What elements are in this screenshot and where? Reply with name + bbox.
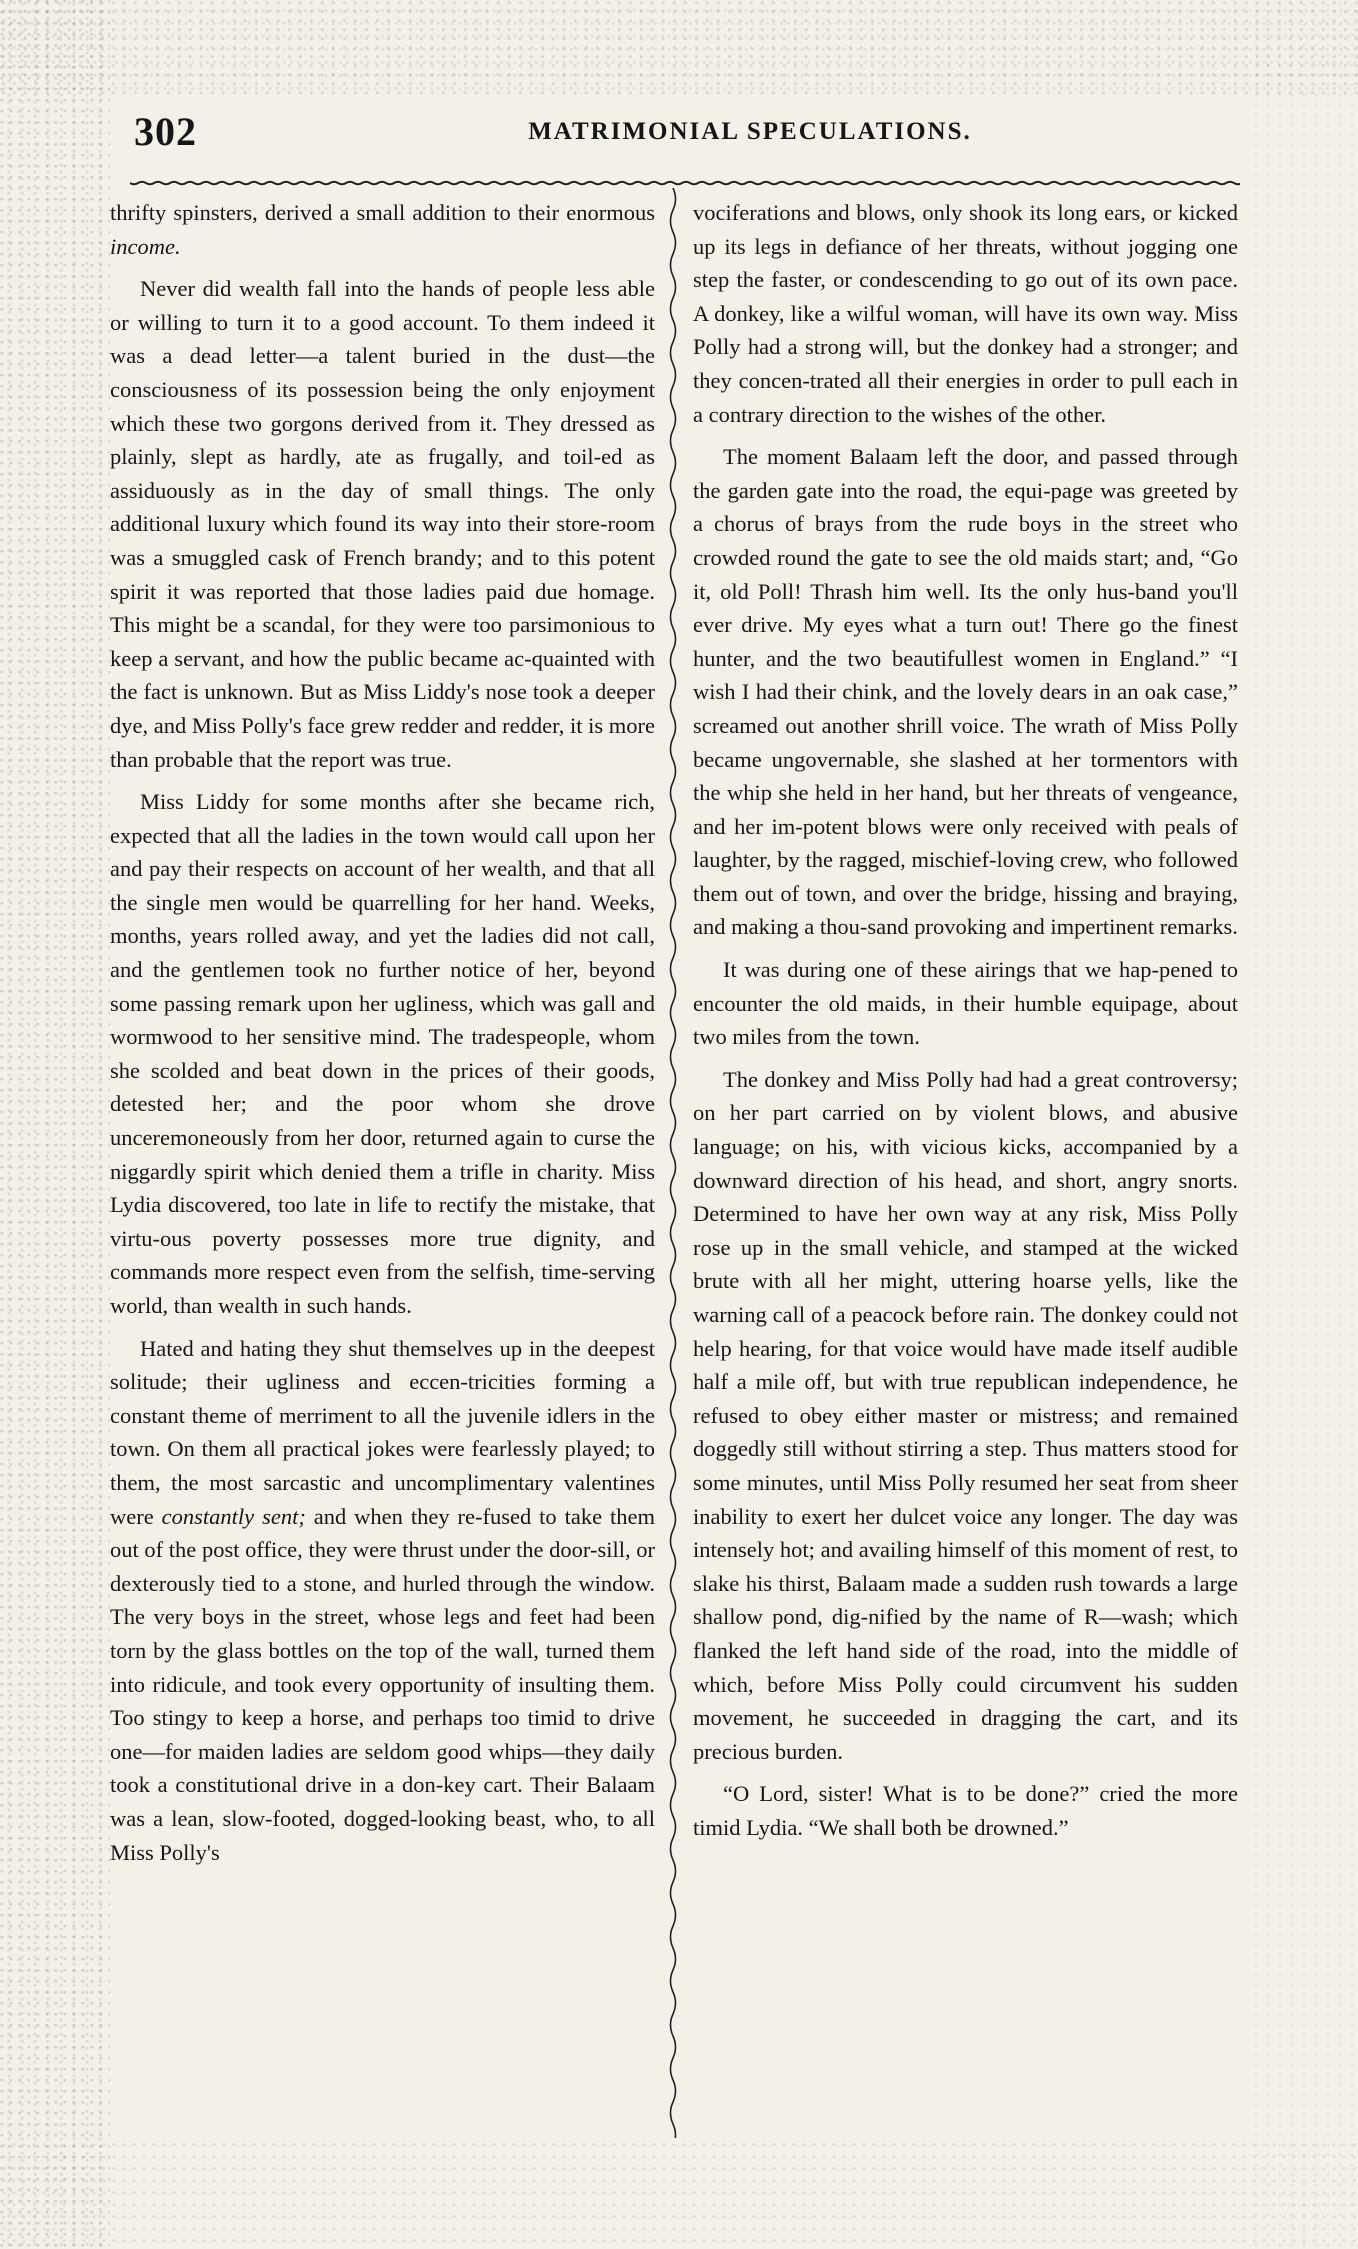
text-run: The donkey and Miss Polly had had a great controversy; on her part carried on by violent blows, and abusive language; on his, with vicious kicks, accompanied by a downward direction of his head, and short, angry snorts. Determined to have her own way at any risk, Miss Polly rose up in the small vehicle, and stamped at the wicked brute with all her might, uttering hoarse yells, like the warning call of a peacock before rain. The donkey could not help hearing, for that voice would have made itself audible half a mile off, but with true republican independence, he refused to obey either master or mistress; and remained doggedly still without stirring a step. Thus matters stood for some minutes, until Miss Polly resumed her seat from sheer inability to exert her dulcet voice any longer. The day was intensely hot; and availing himself of this moment of rest, to slake his thirst, Balaam made a sudden rush towards a large shallow pond, dig-nified by the name of R—wash; which flanked the left hand side of the road, into the middle of which, before Miss Polly could circumvent his sudden movement, he succeeded in dragging the cart, and its precious burden. [693, 1066, 1238, 1764]
paragraph [110, 1332, 655, 1870]
text-run: Miss Liddy for some months after she became rich, expected that all the ladies in the town would call upon her and pay their respects on account of her wealth, and that all the single men would be quarrelling for her hand. Weeks, months, years rolled away, and yet the ladies did not call, and the gentlemen took no further notice of her, beyond some passing remark upon her ugliness, which was gall and wormwood to her sensitive mind. The tradespeople, whom she scolded and beat down in the prices of their goods, detested her; and the poor whom she drove unceremoneously from her door, returned again to curse the niggardly spirit which denied them a trifle in charity. Miss Lydia discovered, too late in life to rectify the mistake, that virtu-ous poverty possesses more true dignity, and commands more respect even from the selfish, time-serving world, than wealth in such hands. [110, 789, 655, 1318]
italic-text: income. [110, 233, 181, 259]
text-run: vociferations and blows, only shook its long ears, or kicked up its legs in defiance of her threats, without jogging one step the faster, or condescending to go out of its own pace. A donkey, like a wilful woman, will have its own way. Miss Polly had a strong will, but the donkey had a stronger; and they concen-trated all their energies in order to pull each in a contrary direction to the wishes of the other. [693, 200, 1238, 427]
paragraph [693, 953, 1238, 1054]
paragraph [693, 1063, 1238, 1768]
scan-noise-top [0, 0, 1358, 100]
page-number: 302 [134, 109, 197, 154]
text-run: “O Lord, sister! What is to be done?” cried the more timid Lydia. “We shall both be drowned.” [693, 1781, 1238, 1840]
text-run: thrifty spinsters, derived a small addition to their enormous [110, 200, 655, 225]
left-column [110, 196, 655, 1869]
paragraph [693, 440, 1238, 944]
italic-text: constantly sent; [161, 1503, 306, 1529]
text-run: The moment Balaam left the door, and passed through the garden gate into the road, the equi-page was greeted by a chorus of brays from the rude boys in the street who crowded round the gate to see the old maids start; and, “Go it, old Poll! Thrash him well. Its the only hus-band you'll ever drive. My eyes what a turn out! There go the finest hunter, and the two beautifullest women in England.” “I wish I had their chink, and the lovely dears in an oak case,” screamed out another shrill voice. The wrath of Miss Polly became ungovernable, she slashed at her tormentors with the whip she held in her hand, but her threats of vengeance, and her im-potent blows were only received with peals of laughter, by the ragged, mischief-loving crew, who followed them out of town, and over the bridge, hissing and braying, and making a thou-sand provoking and impertinent remarks. [693, 444, 1238, 940]
paragraph [693, 1777, 1238, 1844]
paragraph [110, 785, 655, 1323]
text-run: Hated and hating they shut themselves up in the deepest solitude; their ugliness and eccen-tricities forming a constant theme of merriment to all the juvenile idlers in the town. On them all practical jokes were fearlessly played; to them, the most sarcastic and uncomplimentary valentines were [110, 1335, 655, 1529]
paragraph [110, 272, 655, 776]
scan-noise-right [1250, 0, 1358, 2249]
paragraph [110, 196, 655, 263]
paragraph [693, 196, 1238, 431]
column-divider-wavy-rule [666, 188, 680, 2138]
text-run: Never did wealth fall into the hands of people less able or willing to turn it to a good account. To them indeed it was a dead letter—a talent buried in the dust—the consciousness of its possession being the only enjoyment which these two gorgons derived from it. They dressed as plainly, slept as hardly, ate as frugally, and toil-ed as assiduously as in the day of small things. The only additional luxury which found its way into their store-room was a smuggled cask of French brandy; and to this potent spirit it was reported that those ladies paid due homage. This might be a scandal, for they were too parsimonious to keep a servant, and how the public became ac-quainted with the fact is unknown. But as Miss Liddy's nose took a deeper dye, and Miss Polly's face grew redder and redder, it is more than probable that the report was true. [110, 276, 655, 772]
page-header [130, 108, 1240, 156]
scan-noise-bottom [0, 2140, 1358, 2249]
right-column [693, 196, 1238, 1845]
header-wavy-rule [130, 180, 1240, 186]
running-title: MATRIMONIAL SPECULATIONS. [528, 118, 972, 145]
text-run: It was during one of these airings that we hap-pened to encounter the old maids, in their humble equipage, about two miles from the town. [693, 957, 1238, 1050]
scan-noise-left [0, 0, 110, 2249]
text-run: and when they re-fused to take them out of the post office, they were thrust under the door-sill, or dexterously tied to a stone, and hurled through the window. The very boys in the street, whose legs and feet had been torn by the glass bottles on the top of the wall, turned them into ridicule, and took every opportunity of insulting them. Too stingy to keep a horse, and perhaps too timid to drive one—for maiden ladies are seldom good whips—they daily took a constitutional drive in a don-key cart. Their Balaam was a lean, slow-footed, dogged-looking beast, who, to all Miss Polly's [110, 1503, 655, 1865]
